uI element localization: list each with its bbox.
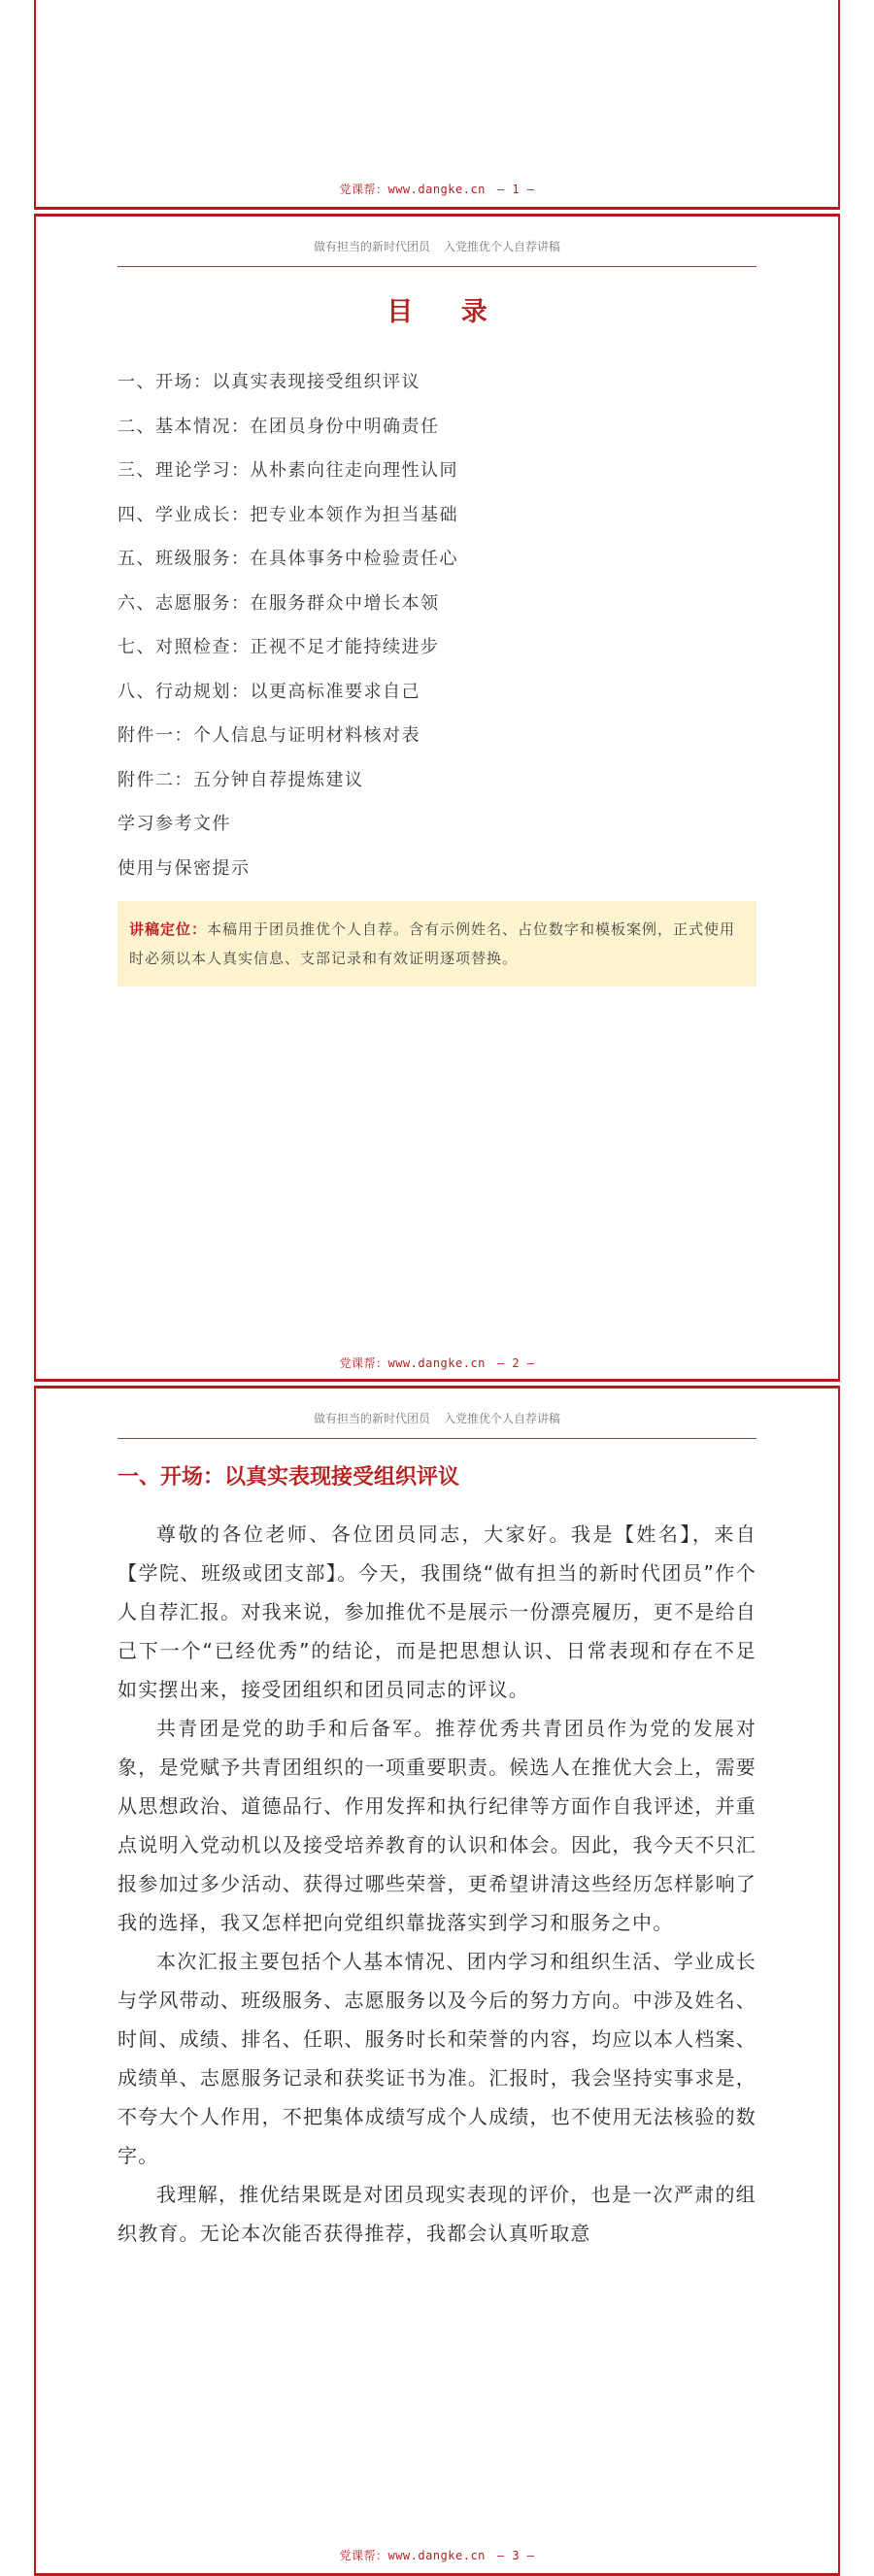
page-footer (36, 181, 838, 197)
header-left: 做有担当的新时代团员 (313, 1412, 430, 1425)
footer-page-number: — 3 — (496, 2549, 535, 2562)
body-paragraph: 我理解，推优结果既是对团员现实表现的评价，也是一次严肃的组织教育。无论本次能否获得推荐，我都会认真听取意 (118, 2183, 756, 2245)
toc-item[interactable]: 三、理论学习：从朴素向往走向理性认同 (118, 460, 458, 481)
toc-item[interactable]: 八、行动规划：以更高标准要求自己 (118, 681, 420, 702)
page-1 (34, 0, 840, 210)
page-3 (34, 1386, 840, 2576)
notice-label: 讲稿定位： (129, 920, 208, 938)
toc-item[interactable]: 学习参考文件 (118, 814, 231, 834)
page-footer (36, 1355, 838, 1371)
toc-item[interactable]: 使用与保密提示 (118, 857, 251, 879)
header-left: 做有担当的新时代团员 (313, 240, 430, 253)
toc-list (118, 368, 458, 898)
toc-item[interactable]: 四、学业成长：把专业本领作为担当基础 (118, 504, 458, 525)
footer-site: 党课帮：www.dangke.cn (339, 183, 486, 196)
footer-page-number: — 1 — (496, 183, 535, 196)
toc-item[interactable]: 七、对照检查：正视不足才能持续进步 (118, 637, 440, 657)
notice-text: 本稿用于团员推优个人自荐。含有示例姓名、占位数字和模板案例，正式使用时必须以本人真实信息、支部记录和有效证明逐项替换。 (129, 920, 736, 967)
section-body (118, 1515, 756, 2253)
footer-site: 党课帮：www.dangke.cn (339, 2549, 486, 2562)
usage-notice-box (118, 901, 756, 987)
page-header (118, 1410, 756, 1439)
page-header (118, 238, 756, 267)
toc-item[interactable]: 附件二：五分钟自荐提炼建议 (118, 769, 364, 790)
footer-page-number: — 2 — (496, 1356, 535, 1370)
toc-item[interactable]: 附件一：个人信息与证明材料核对表 (118, 725, 420, 746)
footer-site: 党课帮：www.dangke.cn (339, 1356, 486, 1370)
section-title: 一、开场：以真实表现接受组织评议 (118, 1465, 460, 1489)
page-2 (34, 214, 840, 1382)
body-paragraph: 本次汇报主要包括个人基本情况、团内学习和组织生活、学业成长与学风带动、班级服务、志愿服务以及今后的努力方向。中涉及姓名、时间、成绩、排名、任职、服务时长和荣誉的内容，均应以本人档案、成绩单、志愿服务记录和获奖证书为准。汇报时，我会坚持实事求是，不夸大个人作用，不把集体成绩写成个人成绩，也不使用无法核验的数字。 (118, 1950, 756, 2167)
toc-title: 目 录 (387, 297, 507, 327)
header-right: 入党推优个人自荐讲稿 (444, 1412, 561, 1425)
body-paragraph: 共青团是党的助手和后备军。推荐优秀共青团员作为党的发展对象，是党赋予共青团组织的一项重要职责。候选人在推优大会上，需要从思想政治、道德品行、作用发挥和执行纪律等方面作自我评述，并重点说明入党动机以及接受培养教育的认识和体会。因此，我今天不只汇报参加过多少活动、获得过哪些荣誉，更希望讲清这些经历怎样影响了我的选择，我又怎样把向党组织靠拢落实到学习和服务之中。 (118, 1717, 756, 1934)
body-paragraph: 尊敬的各位老师、各位团员同志，大家好。我是【姓名】，来自【学院、班级或团支部】。今天，我围绕“做有担当的新时代团员”作个人自荐汇报。对我来说，参加推优不是展示一份漂亮履历，更不是给自己下一个“已经优秀”的结论，而是把思想认识、日常表现和存在不足如实摆出来，接受团组织和团员同志的评议。 (118, 1522, 756, 1701)
toc-item[interactable]: 一、开场：以真实表现接受组织评议 (118, 372, 420, 392)
header-right: 入党推优个人自荐讲稿 (444, 240, 561, 253)
toc-item[interactable]: 五、班级服务：在具体事务中检验责任心 (118, 549, 458, 569)
toc-item[interactable]: 二、基本情况：在团员身份中明确责任 (118, 416, 440, 437)
toc-item[interactable]: 六、志愿服务：在服务群众中增长本领 (118, 592, 440, 614)
page-footer (36, 2547, 838, 2563)
